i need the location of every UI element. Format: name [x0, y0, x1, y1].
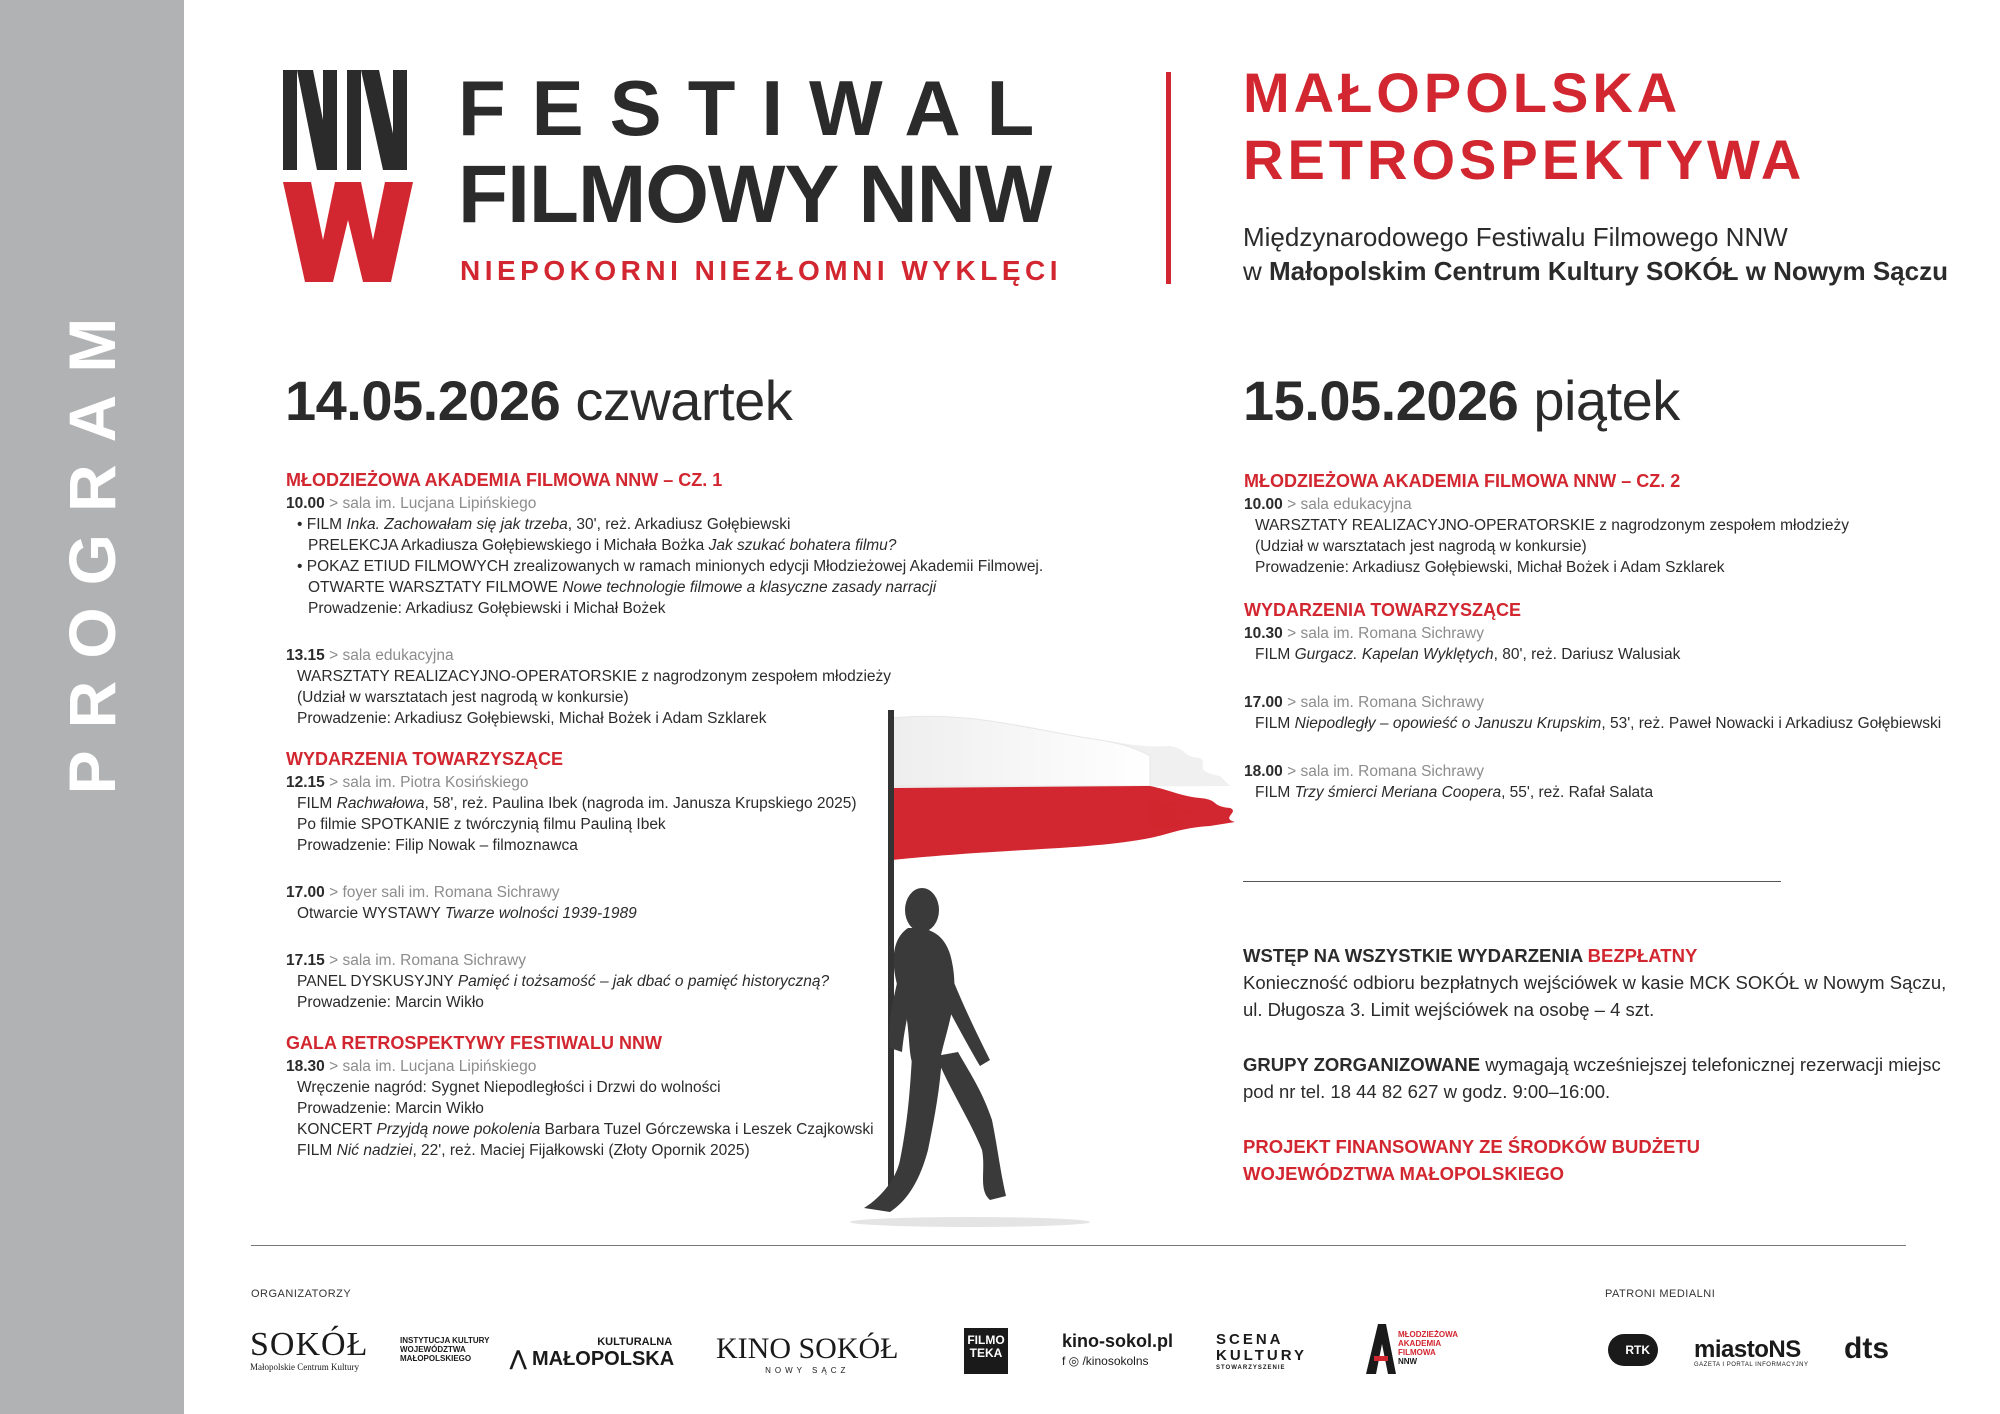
header-divider [1166, 72, 1171, 284]
event-time-venue: 17.00 > foyer sali im. Romana Sichrawy [286, 884, 560, 901]
section-title: MŁODZIEŻOWA AKADEMIA FILMOWA NNW – CZ. 2 [1244, 471, 1681, 491]
side-band [0, 0, 184, 1414]
event-time-venue: 12.15 > sala im. Piotra Kosińskiego [286, 774, 529, 791]
retrospective-desc-line2: w Małopolskim Centrum Kultury SOKÓŁ w Nowym Sączu [1243, 256, 1948, 286]
event-line: Po filmie SPOTKANIE z twórczynią filmu Pauliną Ibek [297, 816, 666, 833]
event-line: Wręczenie nagród: Sygnet Niepodległości i Drzwi do wolności [297, 1079, 721, 1096]
event-line: Prowadzenie: Arkadiusz Gołębiewski, Michał Bożek i Adam Szklarek [1255, 559, 1725, 576]
event-line: FILM Gurgacz. Kapelan Wyklętych, 80', reż. Dariusz Walusiak [1255, 646, 1681, 663]
event-line: (Udział w warsztatach jest nagrodą w konkursie) [297, 689, 629, 706]
event-line: Prowadzenie: Marcin Wikło [297, 1100, 484, 1117]
kulturalna-malopolska-logo: KULTURALNA ⋀ MAŁOPOLSKA [510, 1336, 675, 1370]
event-line: (Udział w warsztatach jest nagrodą w konkursie) [1255, 538, 1587, 555]
event-time-venue: 10.30 > sala im. Romana Sichrawy [1244, 625, 1484, 642]
miastons-logo: miastoNS GAZETA I PORTAL INFORMACYJNY [1694, 1336, 1809, 1368]
info-divider [1243, 881, 1781, 882]
event-line: PRELEKCJA Arkadiusza Gołębiewskiego i Michała Bożka Jak szukać bohatera filmu? [308, 537, 897, 554]
festival-title-line1: FESTIWAL [458, 64, 1061, 152]
event-line: FILM Rachwałowa, 58', reż. Paulina Ibek (nagroda im. Janusza Krupskiego 2025) [297, 795, 857, 812]
event-line: • POKAZ ETIUD FILMOWYCH zrealizowanych w ramach minionych edycji Młodzieżowej Akademii Filmowej. [297, 558, 1044, 575]
entry-info: WSTĘP NA WSZYSTKIE WYDARZENIA BEZPŁATNY Konieczność odbioru bezpłatnych wejściówek w kasie MCK SOKÓŁ w Nowym Sączu, ul. Długosza 3. Limit wejściówek na osobę – 4 szt. [1243, 945, 1947, 1020]
rtk-logo: RTK [1608, 1334, 1658, 1366]
event-line: PANEL DYSKUSYJNY Pamięć i tożsamość – jak dbać o pamięć historyczną? [297, 973, 830, 990]
day2-program [1244, 471, 1941, 803]
day2-heading: 15.05.2026 piątek [1243, 369, 1680, 432]
kino-sokol-logo: KINO SOKÓŁ NOWY SĄCZ [716, 1332, 899, 1375]
festival-title-line2: FILMOWY NNW [458, 149, 1052, 240]
nnw-logo-icon [283, 70, 413, 282]
retrospective-title-line1: MAŁOPOLSKA [1243, 61, 1682, 124]
funding-info: PROJEKT FINANSOWANY ZE ŚRODKÓW BUDŻETU WOJEWÓDZTWA MAŁOPOLSKIEGO [1243, 1136, 1701, 1184]
event-line: FILM Niepodległy – opowieść o Januszu Krupskim, 53', reż. Paweł Nowacki i Arkadiusz Gołębiewski [1255, 715, 1942, 732]
flag-bearer-illustration [850, 700, 1250, 1230]
event-line: WARSZTATY REALIZACYJNO-OPERATORSKIE z nagrodzonym zespołem młodzieży [297, 668, 892, 685]
filmoteka-logo: FILMO TEKA [964, 1328, 1008, 1374]
event-time-venue: 13.15 > sala edukacyjna [286, 647, 454, 664]
media-patrons-label: PATRONI MEDIALNI [1605, 1288, 1716, 1300]
section-title: MŁODZIEŻOWA AKADEMIA FILMOWA NNW – CZ. 1 [286, 470, 723, 490]
event-time-venue: 10.00 > sala im. Lucjana Lipińskiego [286, 495, 537, 512]
groups-info: GRUPY ZORGANIZOWANE wymagają wcześniejszej telefonicznej rezerwacji miejsc pod nr tel. 18 44 82 627 w godz. 9:00–16:00. [1243, 1054, 1941, 1102]
event-time-venue: 10.00 > sala edukacyjna [1244, 496, 1412, 513]
mountain-icon: ⋀ [510, 1348, 527, 1370]
section-title: GALA RETROSPEKTYWY FESTIWALU NNW [286, 1033, 662, 1053]
organizers-label: ORGANIZATORZY [251, 1288, 352, 1300]
day1-heading: 14.05.2026 czwartek [285, 369, 793, 432]
event-line: FILM Nić nadziei, 22', reż. Maciej Fijałkowski (Złoty Opornik 2025) [297, 1142, 750, 1159]
event-time-venue: 17.15 > sala im. Romana Sichrawy [286, 952, 526, 969]
event-line: KONCERT Przyjdą nowe pokolenia Barbara Tuzel Górczewska i Leszek Czajkowski [297, 1121, 874, 1138]
section-title: WYDARZENIA TOWARZYSZĄCE [1244, 600, 1521, 620]
event-line: • FILM Inka. Zachowałam się jak trzeba, 30', reż. Arkadiusz Gołębiewski [297, 516, 791, 533]
maf-a-icon [1366, 1324, 1396, 1374]
section-title: WYDARZENIA TOWARZYSZĄCE [286, 749, 563, 769]
institution-label: INSTYTUCJA KULTURY WOJEWÓDZTWA MAŁOPOLSKIEGO [400, 1336, 490, 1363]
event-line: WARSZTATY REALIZACYJNO-OPERATORSKIE z nagrodzonym zespołem młodzieży [1255, 517, 1850, 534]
event-line: Prowadzenie: Filip Nowak – filmoznawca [297, 837, 578, 854]
event-line: Prowadzenie: Marcin Wikło [297, 994, 484, 1011]
footer-divider [251, 1245, 1906, 1246]
dts-logo: dts [1844, 1332, 1889, 1365]
retrospective-desc-line1: Międzynarodowego Festiwalu Filmowego NNW [1243, 222, 1788, 252]
event-time-venue: 18.30 > sala im. Lucjana Lipińskiego [286, 1058, 537, 1075]
event-time-venue: 17.00 > sala im. Romana Sichrawy [1244, 694, 1484, 711]
retrospective-title-line2: RETROSPEKTYWA [1243, 128, 1806, 191]
event-line: OTWARTE WARSZTATY FILMOWE Nowe technologie filmowe a klasyczne zasady narracji [308, 579, 937, 596]
program-label: PROGRAM [55, 295, 129, 795]
event-time-venue: 18.00 > sala im. Romana Sichrawy [1244, 763, 1484, 780]
festival-subtitle: NIEPOKORNI NIEZŁOMNI WYKLĘCI [460, 255, 1062, 286]
scena-kultury-logo: SCENA KULTURY STOWARZYSZENIE [1216, 1331, 1307, 1371]
event-line: Prowadzenie: Arkadiusz Gołębiewski i Michał Bożek [308, 600, 666, 617]
event-line: Prowadzenie: Arkadiusz Gołębiewski, Michał Bożek i Adam Szklarek [297, 710, 767, 727]
sokol-logo: SOKÓŁ Małopolskie Centrum Kultury [250, 1326, 369, 1372]
event-line: Otwarcie WYSTAWY Twarze wolności 1939-1989 [297, 905, 637, 922]
website-info: kino-sokol.pl f ◎ /kinosokolns [1062, 1331, 1174, 1368]
event-line: FILM Trzy śmierci Meriana Coopera, 55', reż. Rafał Salata [1255, 784, 1654, 801]
